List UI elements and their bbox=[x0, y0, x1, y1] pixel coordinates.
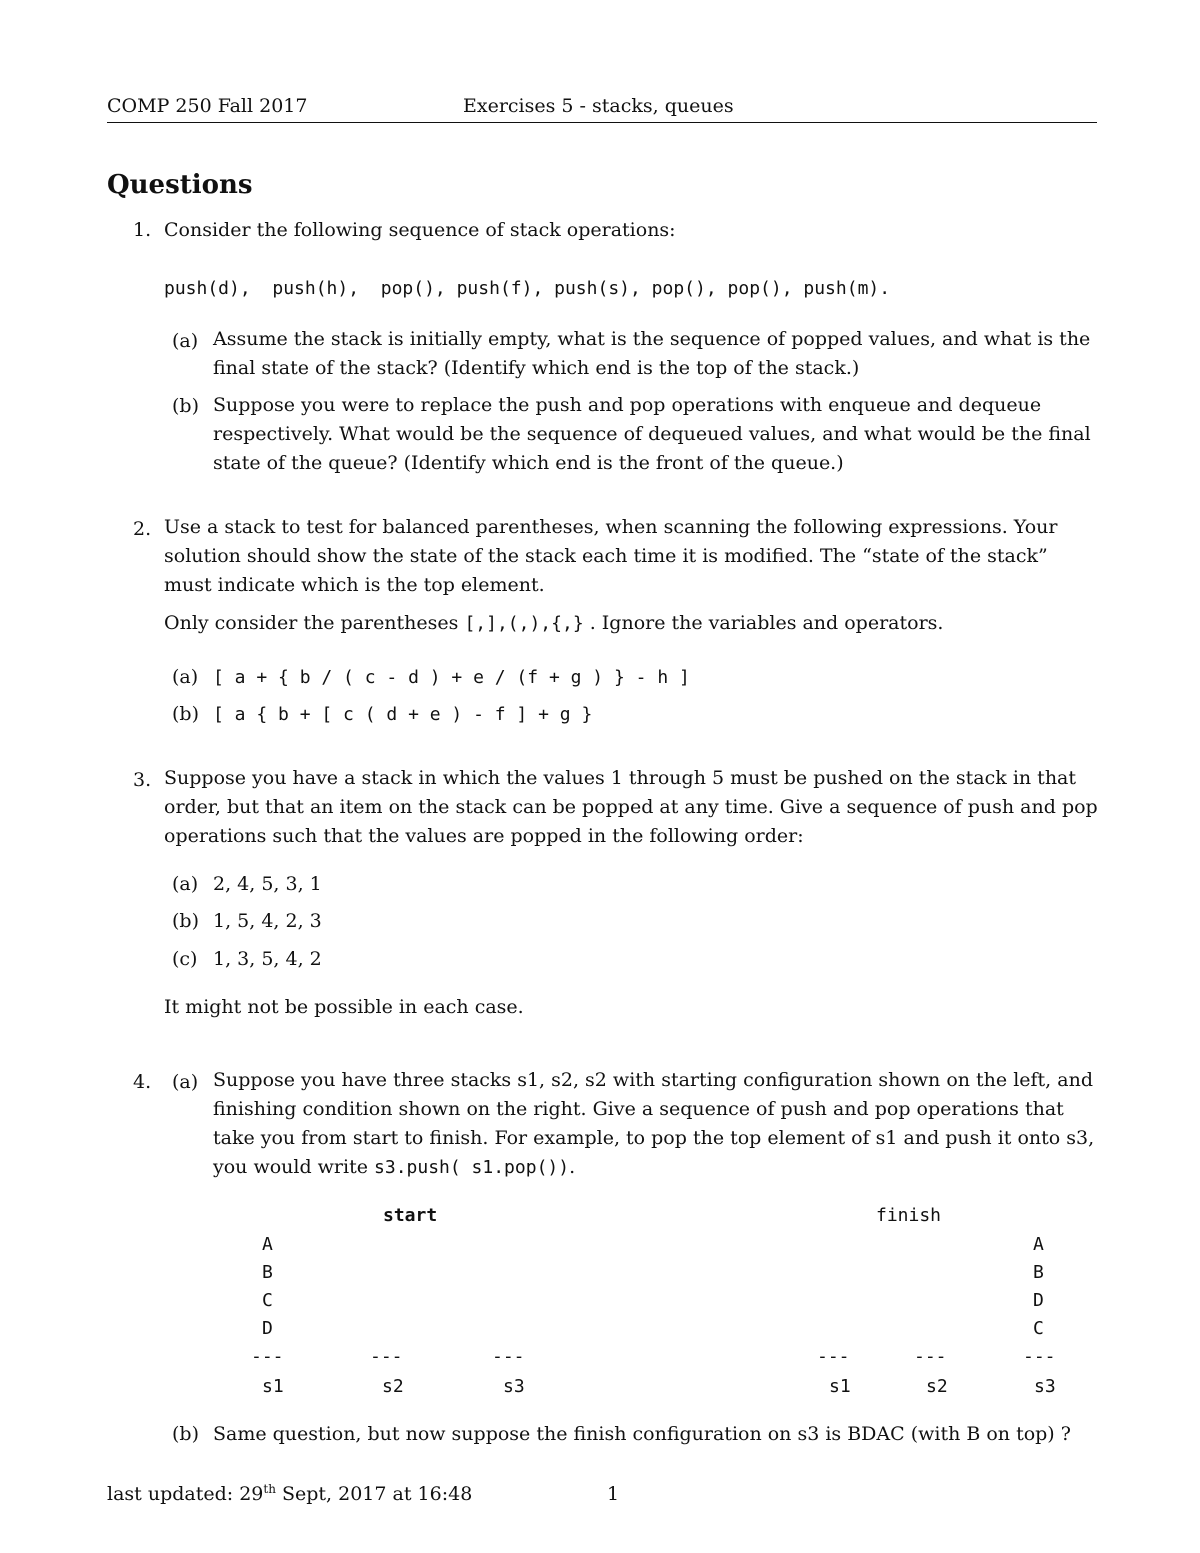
stack-name-s3: s3 bbox=[503, 1376, 525, 1397]
stack-base: --- bbox=[1023, 1346, 1056, 1367]
stack-base: --- bbox=[492, 1346, 525, 1367]
finish-s3-item: C bbox=[1033, 1318, 1044, 1339]
course-header: COMP 250 Fall 2017 bbox=[107, 95, 308, 117]
q2-consider-pre: Only consider the parentheses bbox=[164, 612, 465, 634]
stack-name-s3: s3 bbox=[1034, 1376, 1056, 1397]
q1-intro: Consider the following sequence of stack operations: bbox=[164, 219, 676, 241]
q1a-label: (a) bbox=[172, 330, 199, 352]
q4-number: 4. bbox=[133, 1071, 152, 1093]
stack-base: --- bbox=[817, 1346, 850, 1367]
finish-label: finish bbox=[876, 1205, 942, 1226]
last-updated bbox=[107, 1483, 472, 1505]
q1-number: 1. bbox=[133, 219, 152, 241]
q3b-label: (b) bbox=[172, 910, 199, 932]
q4a-label: (a) bbox=[172, 1071, 199, 1093]
q1-operations: push(d), push(h), pop(), push(f), push(s), pop(), pop(), push(m). bbox=[164, 278, 891, 299]
q4b-text: Same question, but now suppose the finish configuration on s3 is BDAC (with B on top) ? bbox=[213, 1423, 1071, 1445]
finish-s3-item: B bbox=[1033, 1262, 1044, 1283]
q2-consider-code: [,],(,),{,} bbox=[464, 613, 584, 634]
page-number: 1 bbox=[607, 1483, 620, 1505]
section-title: Questions bbox=[107, 170, 253, 200]
q3a-label: (a) bbox=[172, 873, 199, 895]
stack-name-s1: s1 bbox=[829, 1376, 851, 1397]
q1b-text: Suppose you were to replace the push and pop operations with enqueue and dequeue respectively. What would be the sequence of dequeued values, and what would be the final state of the queue? (Identify which end is the front of the queue.) bbox=[213, 394, 1091, 474]
q1b-label: (b) bbox=[172, 395, 199, 417]
stack-name-s2: s2 bbox=[382, 1376, 404, 1397]
q4b-label: (b) bbox=[172, 1423, 199, 1445]
q2b-expression: [ a { b + [ c ( d + e ) - f ] + g } bbox=[213, 704, 593, 725]
q4a-text-pre: Suppose you have three stacks s1, s2, s2 with starting configuration shown on the left, and finishing condition shown on the right. Give a sequence of push and pop operations that take you from start to finish. For example, to pop the top element of s1 and push it onto s3, you would write bbox=[213, 1069, 1095, 1178]
start-s1-item: A bbox=[262, 1234, 273, 1255]
finish-s3-item: D bbox=[1033, 1290, 1044, 1311]
q4a-text-post: . bbox=[569, 1156, 576, 1178]
q3b-order: 1, 5, 4, 2, 3 bbox=[213, 910, 322, 932]
q4a-text bbox=[213, 1066, 1098, 1182]
last-updated-sup: th bbox=[263, 1482, 276, 1496]
q2b-label: (b) bbox=[172, 703, 199, 725]
stack-base: --- bbox=[370, 1346, 403, 1367]
q2a-expression: [ a + { b / ( c - d ) + e / (f + g ) } - h ] bbox=[213, 667, 690, 688]
document-title: Exercises 5 - stacks, queues bbox=[463, 95, 734, 117]
q3-note: It might not be possible in each case. bbox=[164, 996, 524, 1018]
stack-base: --- bbox=[251, 1346, 284, 1367]
last-updated-post: Sept, 2017 at 16:48 bbox=[275, 1483, 473, 1505]
header-rule bbox=[107, 122, 1097, 123]
q2-consider-post: . Ignore the variables and operators. bbox=[583, 612, 944, 634]
start-s1-item: C bbox=[262, 1290, 273, 1311]
q3a-order: 2, 4, 5, 3, 1 bbox=[213, 873, 322, 895]
finish-s3-item: A bbox=[1033, 1234, 1044, 1255]
stack-name-s2: s2 bbox=[926, 1376, 948, 1397]
last-updated-pre: last updated: 29 bbox=[107, 1483, 264, 1505]
q2a-label: (a) bbox=[172, 666, 199, 688]
q2-number: 2. bbox=[133, 518, 152, 540]
start-s1-item: D bbox=[262, 1318, 273, 1339]
q3-number: 3. bbox=[133, 769, 152, 791]
q3c-order: 1, 3, 5, 4, 2 bbox=[213, 948, 322, 970]
q4a-code: s3.push( s1.pop()) bbox=[374, 1157, 570, 1178]
start-s1-item: B bbox=[262, 1262, 273, 1283]
q2-consider bbox=[164, 612, 943, 634]
stack-base: --- bbox=[914, 1346, 947, 1367]
stack-name-s1: s1 bbox=[262, 1376, 284, 1397]
q2-intro: Use a stack to test for balanced parentheses, when scanning the following expressions. Your solution should show the state of the stack each time it is modified. The “state of the stack” must indicate which is the top element. bbox=[164, 516, 1058, 596]
q3c-label: (c) bbox=[172, 948, 198, 970]
start-label: start bbox=[383, 1205, 438, 1226]
q1a-text: Assume the stack is initially empty, what is the sequence of popped values, and what is the final state of the stack? (Identify which end is the top of the stack.) bbox=[213, 328, 1091, 379]
q3-intro: Suppose you have a stack in which the values 1 through 5 must be pushed on the stack in that order, but that an item on the stack can be popped at any time. Give a sequence of push and pop operations such that the values are popped in the following order: bbox=[164, 767, 1098, 847]
